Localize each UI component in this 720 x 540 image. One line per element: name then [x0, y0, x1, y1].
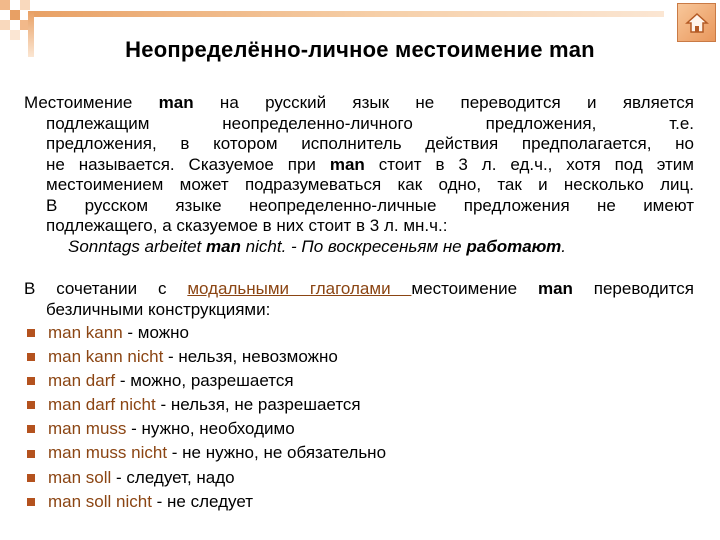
list-item: man muss nicht - не нужно, не обязательно	[24, 441, 694, 465]
square-bullet-icon	[27, 329, 35, 337]
square-bullet-icon	[27, 353, 35, 361]
intro-line-5: местоимением может подразумеваться как одно, так и несколько лиц.	[46, 175, 694, 194]
modal-line-2: безличными конструкциями:	[46, 299, 271, 319]
paragraph-intro	[24, 93, 694, 257]
square-bullet-icon	[27, 401, 35, 409]
page-title: Неопределённо-личное местоимение man	[125, 37, 595, 62]
paragraph-modal	[24, 279, 694, 320]
square-bullet-icon	[27, 474, 35, 482]
list-item: man soll - следует, надо	[24, 466, 694, 490]
intro-line-4: не называется. Сказуемое при man стоит в 3 л. ед.ч., хотя под этим	[46, 154, 694, 174]
list-item: man soll nicht - не следует	[24, 490, 694, 514]
square-bullet-icon	[27, 450, 35, 458]
top-accent-bar	[28, 11, 664, 17]
intro-line-2: подлежащим неопределенно-личного предложения, т.е.	[46, 113, 694, 133]
list-item: man muss - нужно, необходимо	[24, 417, 694, 441]
example-sentence: Sonntags arbeitet man nicht. - По воскресеньям не работают.	[68, 236, 567, 256]
intro-line-1: Местоимение man на русский язык не переводится и является	[24, 93, 694, 112]
list-item: man darf - можно, разрешается	[24, 369, 694, 393]
square-bullet-icon	[27, 377, 35, 385]
intro-line-6: В русском языке неопределенно-личные предложения не имеют	[46, 195, 694, 215]
modal-constructions-list	[24, 321, 694, 514]
intro-line-7: подлежащего, а сказуемое в них стоит в 3 л. мн.ч.:	[46, 216, 448, 235]
list-item: man kann - можно	[24, 321, 694, 345]
modal-verbs-link[interactable]: модальными глаголами	[187, 279, 412, 298]
square-bullet-icon	[27, 425, 35, 433]
list-item: man kann nicht - нельзя, невозможно	[24, 345, 694, 369]
square-bullet-icon	[27, 498, 35, 506]
intro-line-3: предложения, в котором исполнитель действия предполагается, но	[46, 134, 694, 153]
home-icon	[685, 12, 709, 34]
modal-line-1: В сочетании с модальными глаголами местоимение man переводится	[24, 279, 694, 298]
list-item: man darf nicht - нельзя, не разрешается	[24, 393, 694, 417]
